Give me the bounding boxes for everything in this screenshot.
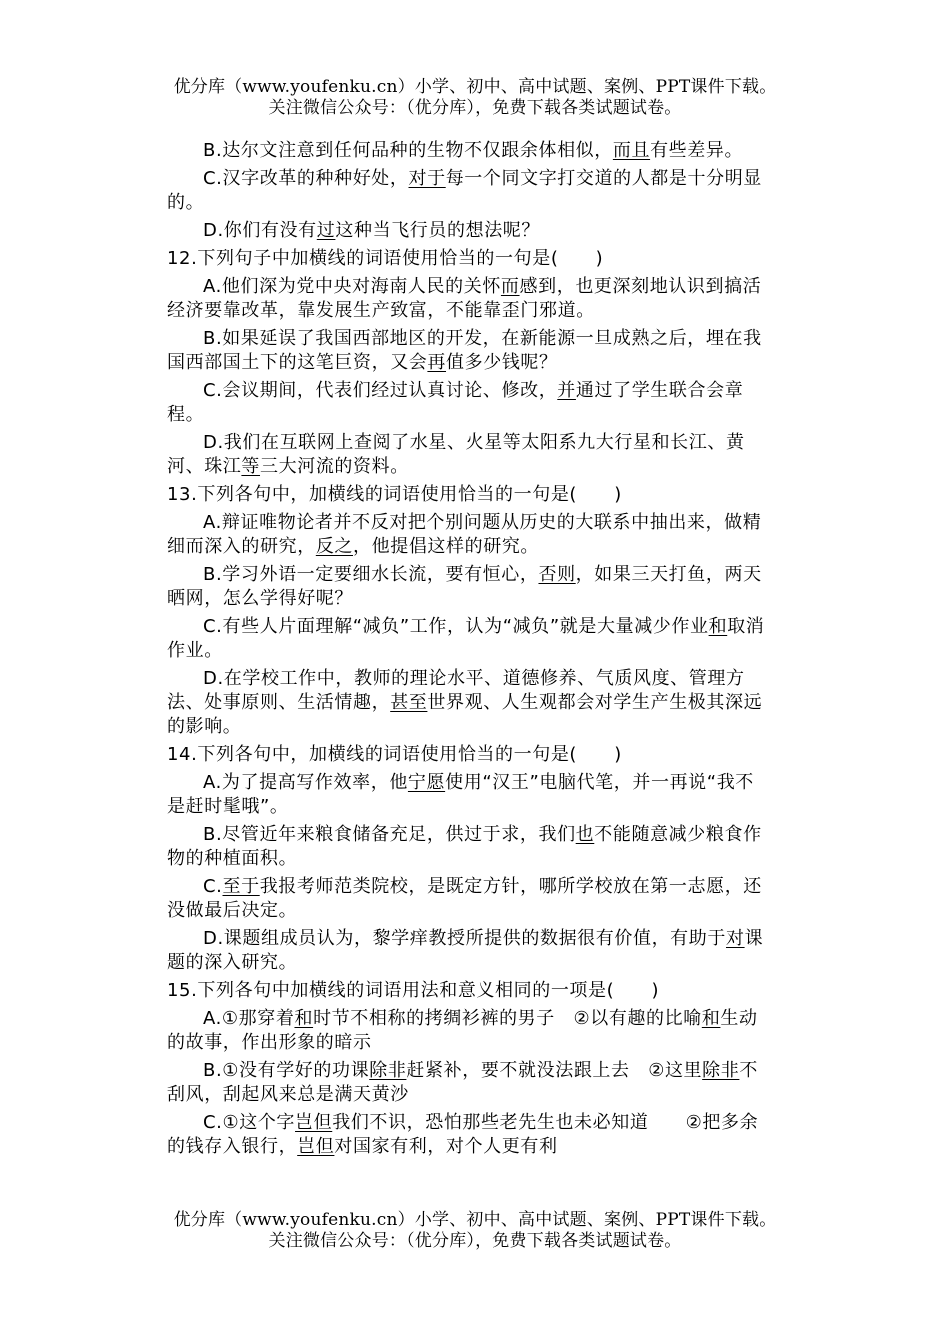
q13-option-a: A.辩证唯物论者并不反对把个别问题从历史的大联系中抽出来，做精细而深入的研究，反之，他提倡这样的研究。 <box>167 512 762 557</box>
q11-option-b: B.达尔文注意到任何品种的生物不仅跟余体相似，而且有些差异。 <box>203 140 744 161</box>
q11-option-d: D.你们有没有过这种当飞行员的想法呢？ <box>203 220 541 241</box>
footer-line-2: 关注微信公众号：（优分库），免费下载各类试题试卷。 <box>268 1231 682 1251</box>
q15-option-a: A.①那穿着和时节不相称的拷绸衫裤的男子 ②以有趣的比喻和生动的故事，作出形象的暗示 <box>167 1008 758 1053</box>
q15-option-c: C.①这个字岂但我们不识，恐怕那些老先生也未必知道 ②把多余的钱存入银行，岂但对国家有利，对个人更有利 <box>167 1112 759 1157</box>
q12-option-a: A.他们深为党中央对海南人民的关怀而感到，也更深刻地认识到搞活经济要靠改革，靠发展生产致富，不能靠歪门邪道。 <box>167 276 762 321</box>
question-content <box>167 139 771 1159</box>
q15-stem: 15.下列各句中加横线的词语用法和意义相同的一项是( ) <box>167 980 660 1001</box>
q14-option-d: D.课题组成员认为，黎学痒教授所提供的数据很有价值，有助于对课题的深入研究。 <box>167 928 764 973</box>
q13-option-d: D.在学校工作中，教师的理论水平、道德修养、气质风度、管理方法、处事原则、生活情趣，甚至世界观、人生观都会对学生产生极其深远的影响。 <box>167 668 763 737</box>
q12-option-d: D.我们在互联网上查阅了水星、火星等太阳系九大行星和长江、黄河、珠江等三大河流的资料。 <box>167 432 745 477</box>
q14-option-c: C.至于我报考师范类院校，是既定方针，哪所学校放在第一志愿，还没做最后决定。 <box>167 876 762 921</box>
header-line-2: 关注微信公众号：（优分库），免费下载各类试题试卷。 <box>268 98 682 118</box>
q13-option-b: B.学习外语一定要细水长流，要有恒心，否则，如果三天打鱼，两天晒网，怎么学得好呢？ <box>167 564 762 609</box>
q13-stem: 13.下列各句中，加横线的词语使用恰当的一句是( ) <box>167 484 622 505</box>
header-line-1: 优分库（www.youfenku.cn）小学、初中、高中试题、案例、PPT课件下载。 <box>173 77 777 97</box>
q12-option-b: B.如果延误了我国西部地区的开发，在新能源一旦成熟之后，埋在我国西部国土下的这笔巨资，又会再值多少钱呢？ <box>167 328 762 373</box>
page-footer <box>0 1210 950 1252</box>
q15-option-b: B.①没有学好的功课除非赶紧补，要不就没法跟上去 ②这里除非不刮风，刮起风来总是满天黄沙 <box>167 1060 758 1105</box>
q14-option-a: A.为了提高写作效率，他宁愿使用“汉王”电脑代笔，并一再说“我不是赶时髦哦”。 <box>167 772 754 817</box>
q14-stem: 14.下列各句中，加横线的词语使用恰当的一句是( ) <box>167 744 622 765</box>
q12-option-c: C.会议期间，代表们经过认真讨论、修改，并通过了学生联合会章程。 <box>167 380 744 425</box>
q13-option-c: C.有些人片面理解“减负”工作，认为“减负”就是大量减少作业和取消作业。 <box>167 616 765 661</box>
q12-stem: 12.下列句子中加横线的词语使用恰当的一句是( ) <box>167 248 604 269</box>
q14-option-b: B.尽管近年来粮食储备充足，供过于求，我们也不能随意减少粮食作物的种植面积。 <box>167 824 762 869</box>
footer-line-1: 优分库（www.youfenku.cn）小学、初中、高中试题、案例、PPT课件下载。 <box>173 1210 777 1230</box>
q11-option-c: C.汉字改革的种种好处，对于每一个同文字打交道的人都是十分明显的。 <box>167 168 762 213</box>
page-header <box>0 77 950 119</box>
